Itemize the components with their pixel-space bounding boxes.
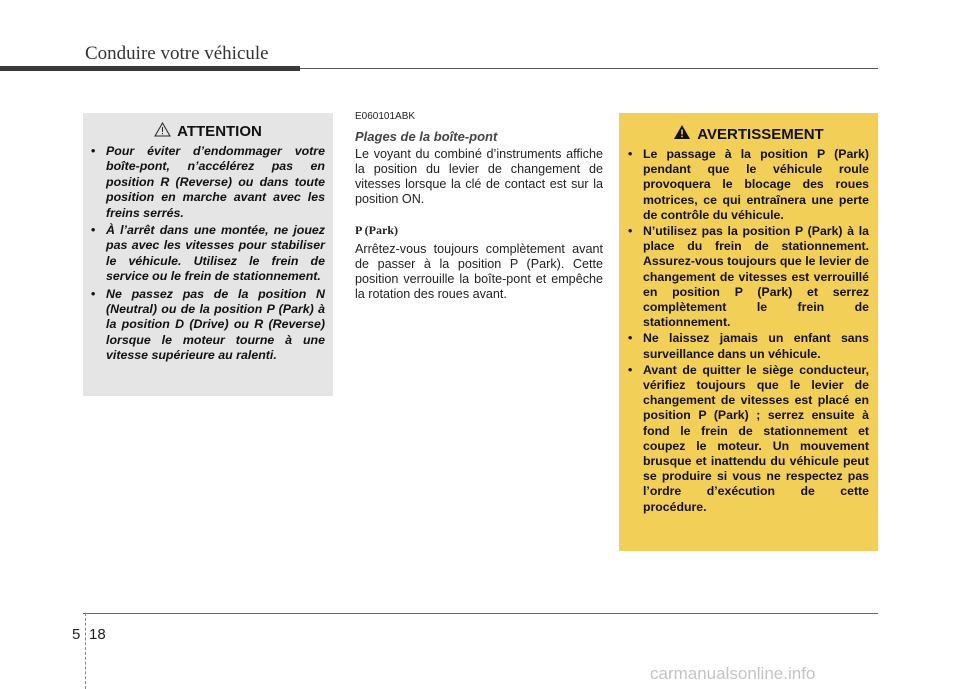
attention-item: • Ne passez pas de la position N (Neutral) ou de la position P (Park) à la position D (Drive) ou R (Reverse) lorsque le moteur tourne à une vitesse supérieure au ralenti. [91, 287, 325, 364]
attention-item: • À l’arrêt dans une montée, ne jouez pas avec les vitesses pour stabiliser le véhicule. Utilisez le frein de service ou le frein de stationnement. [91, 223, 325, 285]
warning-item: • Le passage à la position P (Park) pendant que le véhicule roule provoquera le blocage des roues motrices, ce qui entraînera une perte de contrôle du véhicule. [628, 147, 869, 223]
warning-triangle-filled-icon [673, 124, 691, 144]
warning-item: • N’utilisez pas la position P (Park) à la place du frein de stationnement. Assurez-vous toujours que le levier de changement de vitesses est verrouillé en position P (Park) et serrez complètement le frein de stationnement. [628, 224, 869, 330]
footer-rule [83, 613, 878, 614]
attention-title-text: ATTENTION [177, 123, 262, 140]
section-code: E060101ABK [355, 111, 416, 122]
watermark: carmanualsonline.info [650, 664, 816, 683]
warning-list [628, 147, 869, 515]
header-rule-thick [0, 66, 300, 71]
page-header-title: Conduire votre véhicule [85, 43, 269, 64]
section-heading: Plages de la boîte-pont [355, 129, 498, 144]
warning-box [619, 113, 878, 551]
middle-column [355, 111, 603, 302]
warning-triangle-outline-icon [154, 122, 171, 141]
warning-title-text: AVERTISSEMENT [697, 125, 824, 143]
warning-item: • Ne laissez jamais un enfant sans surveillance dans un véhicule. [628, 331, 869, 361]
chapter-number: 5 [72, 626, 81, 643]
section-intro: Le voyant du combiné d’instruments affiche la position du levier de changement de vitesses lorsque la clé de contact est sur la position ON. [355, 147, 603, 206]
page-number: 18 [89, 626, 106, 643]
footer-divider [85, 613, 87, 689]
park-text: Arrêtez-vous toujours complètement avant de passer à la position P (Park). Cette position verrouille la boîte-pont et empêche la rotation des roues avant. [355, 242, 603, 301]
attention-title [91, 122, 325, 141]
warning-item: • Avant de quitter le siège conducteur, vérifiez toujours que le levier de changement de vitesses est placé en position P (Park) ; serrez ensuite à fond le frein de stationnement et coupez le moteur. Un mouvement brusque et inattendu du véhicule peut se produire si vous ne respectez pas l’ordre d’exécution de cette procédure. [628, 363, 869, 515]
header-rule-thin [300, 68, 878, 69]
warning-title [628, 124, 869, 144]
attention-box [83, 113, 333, 396]
park-label: P (Park) [355, 223, 398, 237]
attention-item: • Pour éviter d’endommager votre boîte-pont, n’accélérez pas en position R (Reverse) ou dans toute position en marche avant avec les freins serrés. [91, 144, 325, 221]
attention-list [91, 144, 325, 364]
